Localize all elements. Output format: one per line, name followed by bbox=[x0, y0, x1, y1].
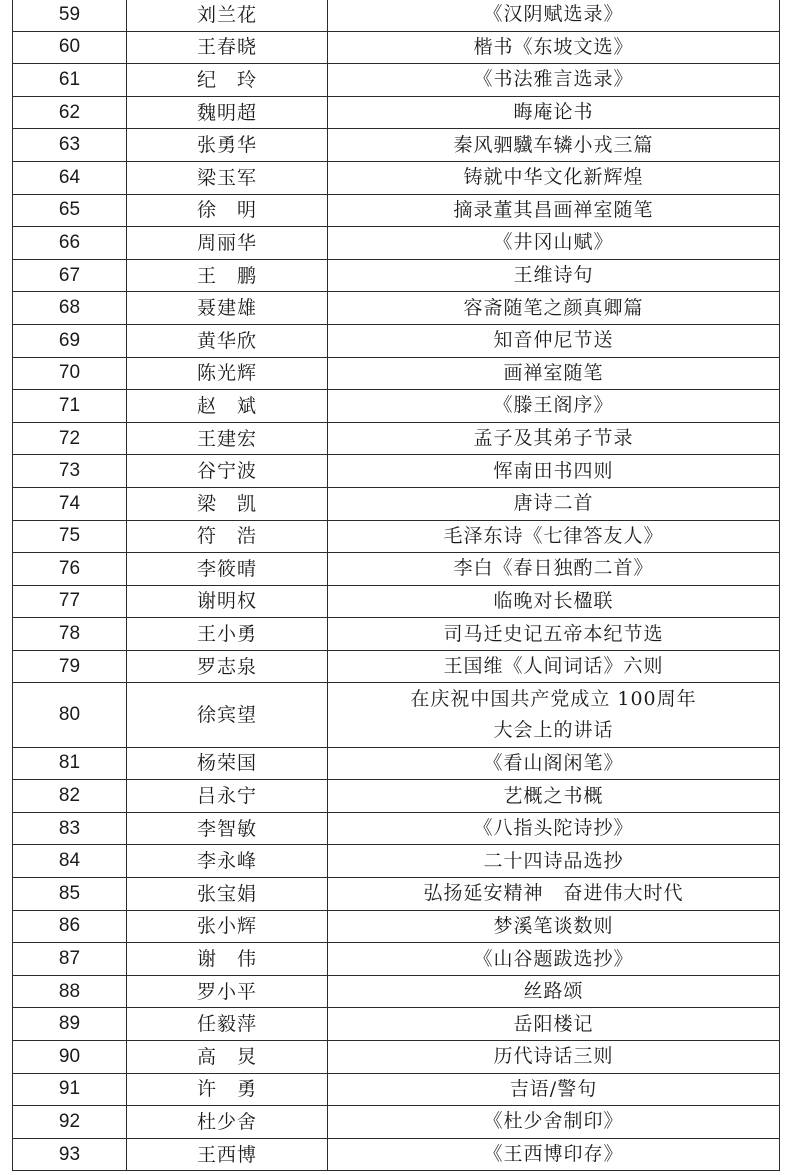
work-title bbox=[328, 0, 780, 31]
work-title bbox=[328, 1008, 780, 1041]
work-title bbox=[328, 487, 780, 520]
entry-number: 81 bbox=[13, 747, 127, 780]
entry-number: 79 bbox=[13, 650, 127, 683]
entry-number: 72 bbox=[13, 422, 127, 455]
work-title-line: 王国维《人间词话》六则 bbox=[443, 655, 664, 678]
work-title bbox=[328, 683, 780, 747]
work-title-line: 楷书《东坡文选》 bbox=[473, 35, 634, 58]
work-title-line: 王维诗句 bbox=[513, 264, 594, 287]
entry-number: 76 bbox=[13, 553, 127, 586]
work-title-line: 司马迁史记五帝本纪节选 bbox=[443, 622, 664, 645]
work-title bbox=[328, 520, 780, 553]
table-row bbox=[13, 845, 780, 878]
author-name: 杨荣国 bbox=[127, 747, 328, 780]
author-name: 梁玉军 bbox=[127, 161, 328, 194]
author-name: 吕永宁 bbox=[127, 780, 328, 813]
work-title-line: 丝路颂 bbox=[523, 980, 584, 1003]
table-row bbox=[13, 0, 780, 31]
author-name: 张宝娟 bbox=[127, 878, 328, 911]
entries-table-body bbox=[13, 0, 780, 1171]
entry-number: 71 bbox=[13, 390, 127, 423]
author-name: 王建宏 bbox=[127, 422, 328, 455]
work-title-line: 《八指头陀诗抄》 bbox=[473, 817, 634, 840]
author-name: 王 鹏 bbox=[127, 259, 328, 292]
work-title bbox=[328, 455, 780, 488]
work-title-line: 《王西博印存》 bbox=[483, 1143, 624, 1166]
entry-number: 85 bbox=[13, 878, 127, 911]
author-name: 聂建雄 bbox=[127, 292, 328, 325]
author-name: 许 勇 bbox=[127, 1073, 328, 1106]
entry-number: 93 bbox=[13, 1138, 127, 1171]
table-row bbox=[13, 878, 780, 911]
work-title-line: 秦风驷驖车辚小戎三篇 bbox=[453, 133, 654, 156]
entry-number: 87 bbox=[13, 943, 127, 976]
entry-number: 62 bbox=[13, 96, 127, 129]
author-name: 赵 斌 bbox=[127, 390, 328, 423]
author-name: 王春晓 bbox=[127, 31, 328, 64]
author-name: 徐宾望 bbox=[127, 683, 328, 747]
work-title-line: 《山谷题跋选抄》 bbox=[473, 947, 634, 970]
table-row bbox=[13, 780, 780, 813]
table-row bbox=[13, 520, 780, 553]
work-title-line: 《书法雅言选录》 bbox=[473, 68, 634, 91]
work-title bbox=[328, 292, 780, 325]
author-name: 罗小平 bbox=[127, 975, 328, 1008]
table-row bbox=[13, 487, 780, 520]
entry-number: 80 bbox=[13, 683, 127, 747]
work-title bbox=[328, 845, 780, 878]
table-row bbox=[13, 1106, 780, 1139]
entry-number: 83 bbox=[13, 812, 127, 845]
author-name: 张小辉 bbox=[127, 910, 328, 943]
work-title-line: 《汉阴赋选录》 bbox=[483, 3, 624, 26]
author-name: 符 浩 bbox=[127, 520, 328, 553]
work-title-line: 大会上的讲话 bbox=[493, 719, 614, 742]
table-row bbox=[13, 812, 780, 845]
entry-number: 77 bbox=[13, 585, 127, 618]
table-row bbox=[13, 390, 780, 423]
work-title-line: 梦溪笔谈数则 bbox=[493, 914, 614, 937]
author-name: 任毅萍 bbox=[127, 1008, 328, 1041]
author-name: 谷宁波 bbox=[127, 455, 328, 488]
work-title bbox=[328, 161, 780, 194]
author-name: 李永峰 bbox=[127, 845, 328, 878]
work-title bbox=[328, 812, 780, 845]
work-title bbox=[328, 975, 780, 1008]
author-name: 魏明超 bbox=[127, 96, 328, 129]
table-row bbox=[13, 1073, 780, 1106]
work-title bbox=[328, 618, 780, 651]
table-row bbox=[13, 455, 780, 488]
work-title bbox=[328, 1138, 780, 1171]
entry-number: 63 bbox=[13, 129, 127, 162]
table-row bbox=[13, 96, 780, 129]
entries-table bbox=[12, 0, 780, 1171]
work-title bbox=[328, 910, 780, 943]
work-title-line: 吉语/警句 bbox=[509, 1077, 598, 1100]
entry-number: 73 bbox=[13, 455, 127, 488]
work-title bbox=[328, 1106, 780, 1139]
table-row bbox=[13, 324, 780, 357]
work-title-line: 岳阳楼记 bbox=[513, 1012, 594, 1035]
work-title-line: 李白《春日独酌二首》 bbox=[453, 557, 654, 580]
author-name: 刘兰花 bbox=[127, 0, 328, 31]
work-title-line: 弘扬延安精神 奋进伟大时代 bbox=[423, 882, 684, 905]
entry-number: 78 bbox=[13, 618, 127, 651]
entry-number: 91 bbox=[13, 1073, 127, 1106]
work-title-line: 容斋随笔之颜真卿篇 bbox=[463, 296, 644, 319]
entry-number: 86 bbox=[13, 910, 127, 943]
table-row bbox=[13, 553, 780, 586]
table-row bbox=[13, 161, 780, 194]
work-title bbox=[328, 585, 780, 618]
author-name: 李智敏 bbox=[127, 812, 328, 845]
work-title-line: 《滕王阁序》 bbox=[493, 394, 614, 417]
work-title-line: 唐诗二首 bbox=[513, 492, 594, 515]
work-title-line: 恽南田书四则 bbox=[493, 459, 614, 482]
author-name: 谢 伟 bbox=[127, 943, 328, 976]
author-name: 黄华欣 bbox=[127, 324, 328, 357]
entry-number: 82 bbox=[13, 780, 127, 813]
work-title bbox=[328, 1073, 780, 1106]
entry-number: 60 bbox=[13, 31, 127, 64]
author-name: 王西博 bbox=[127, 1138, 328, 1171]
entry-number: 66 bbox=[13, 227, 127, 260]
author-name: 张勇华 bbox=[127, 129, 328, 162]
entry-number: 92 bbox=[13, 1106, 127, 1139]
author-name: 陈光辉 bbox=[127, 357, 328, 390]
work-title bbox=[328, 357, 780, 390]
work-title bbox=[328, 780, 780, 813]
work-title bbox=[328, 129, 780, 162]
entry-number: 61 bbox=[13, 64, 127, 97]
table-row bbox=[13, 943, 780, 976]
entry-number: 64 bbox=[13, 161, 127, 194]
author-name: 李筱晴 bbox=[127, 553, 328, 586]
work-title-line: 毛泽东诗《七律答友人》 bbox=[443, 524, 664, 547]
work-title bbox=[328, 259, 780, 292]
entry-number: 88 bbox=[13, 975, 127, 1008]
table-row bbox=[13, 683, 780, 747]
table-row bbox=[13, 194, 780, 227]
work-title bbox=[328, 553, 780, 586]
work-title bbox=[328, 64, 780, 97]
entry-number: 84 bbox=[13, 845, 127, 878]
entry-number: 65 bbox=[13, 194, 127, 227]
entry-number: 75 bbox=[13, 520, 127, 553]
work-title bbox=[328, 194, 780, 227]
author-name: 高 炅 bbox=[127, 1041, 328, 1074]
table-row bbox=[13, 975, 780, 1008]
table-row bbox=[13, 618, 780, 651]
entry-number: 74 bbox=[13, 487, 127, 520]
author-name: 谢明权 bbox=[127, 585, 328, 618]
work-title bbox=[328, 227, 780, 260]
work-title-line: 在庆祝中国共产党成立 100周年 bbox=[410, 688, 697, 711]
work-title-line: 《杜少舍制印》 bbox=[483, 1110, 624, 1133]
table-row bbox=[13, 650, 780, 683]
entry-number: 59 bbox=[13, 0, 127, 31]
author-name: 徐 明 bbox=[127, 194, 328, 227]
work-title-line: 《看山阁闲笔》 bbox=[483, 751, 624, 774]
author-name: 罗志泉 bbox=[127, 650, 328, 683]
table-row bbox=[13, 129, 780, 162]
work-title bbox=[328, 747, 780, 780]
author-name: 周丽华 bbox=[127, 227, 328, 260]
table-row bbox=[13, 292, 780, 325]
author-name: 王小勇 bbox=[127, 618, 328, 651]
work-title-line: 铸就中华文化新辉煌 bbox=[463, 166, 644, 189]
work-title-line: 《井冈山赋》 bbox=[493, 231, 614, 254]
table-row bbox=[13, 1008, 780, 1041]
entry-number: 89 bbox=[13, 1008, 127, 1041]
author-name: 梁 凯 bbox=[127, 487, 328, 520]
table-row bbox=[13, 1138, 780, 1171]
work-title-line: 孟子及其弟子节录 bbox=[473, 427, 634, 450]
author-name: 杜少舍 bbox=[127, 1106, 328, 1139]
entry-number: 90 bbox=[13, 1041, 127, 1074]
work-title-line: 画禅室随笔 bbox=[503, 361, 604, 384]
table-row bbox=[13, 31, 780, 64]
table-row bbox=[13, 259, 780, 292]
work-title bbox=[328, 324, 780, 357]
table-row bbox=[13, 227, 780, 260]
table-row bbox=[13, 585, 780, 618]
work-title-line: 摘录董其昌画禅室随笔 bbox=[453, 198, 654, 221]
work-title-line: 知音仲尼节送 bbox=[493, 329, 614, 352]
work-title-line: 晦庵论书 bbox=[513, 101, 594, 124]
entry-number: 68 bbox=[13, 292, 127, 325]
table-row bbox=[13, 1041, 780, 1074]
table-row bbox=[13, 357, 780, 390]
author-name: 纪 玲 bbox=[127, 64, 328, 97]
work-title bbox=[328, 943, 780, 976]
work-title bbox=[328, 96, 780, 129]
work-title-line: 二十四诗品选抄 bbox=[483, 849, 624, 872]
entry-number: 67 bbox=[13, 259, 127, 292]
table-row bbox=[13, 64, 780, 97]
work-title-line: 历代诗话三则 bbox=[493, 1045, 614, 1068]
entry-number: 70 bbox=[13, 357, 127, 390]
work-title bbox=[328, 31, 780, 64]
work-title-line: 临晚对长楹联 bbox=[493, 589, 614, 612]
table-row bbox=[13, 747, 780, 780]
table-row bbox=[13, 910, 780, 943]
work-title bbox=[328, 422, 780, 455]
work-title bbox=[328, 878, 780, 911]
work-title bbox=[328, 650, 780, 683]
table-row bbox=[13, 422, 780, 455]
work-title bbox=[328, 1041, 780, 1074]
work-title-line: 艺概之书概 bbox=[503, 784, 604, 807]
work-title bbox=[328, 390, 780, 423]
entry-number: 69 bbox=[13, 324, 127, 357]
